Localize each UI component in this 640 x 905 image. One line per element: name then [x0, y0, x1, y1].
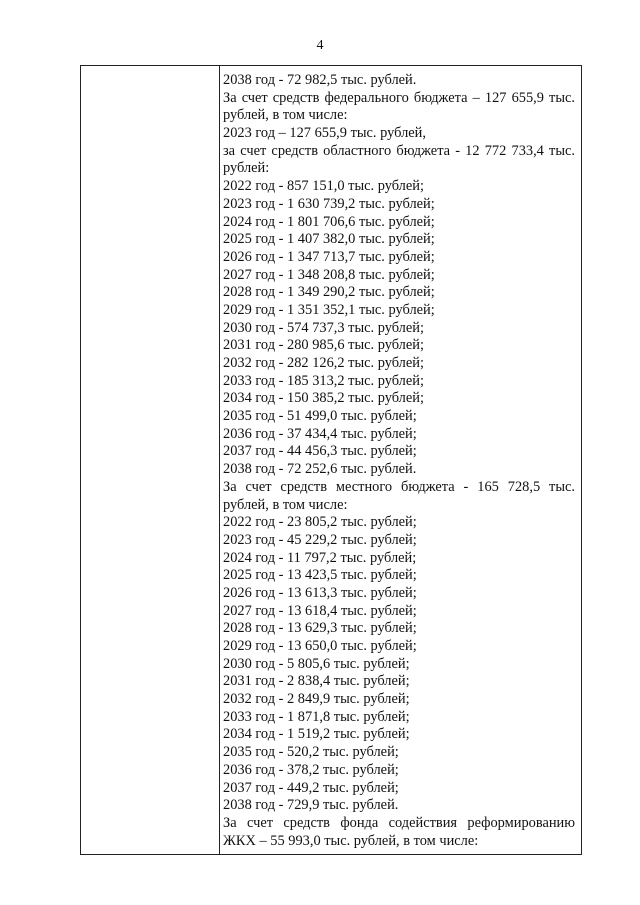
text-line: 2031 год - 2 838,4 тыс. рублей; [223, 673, 410, 690]
text-line: 2032 год - 2 849,9 тыс. рублей; [223, 691, 410, 708]
text-line: рублей, в том числе: [223, 496, 348, 513]
text-line: 2030 год - 5 805,6 тыс. рублей; [223, 655, 410, 672]
text-line: 2035 год - 51 499,0 тыс. рублей; [223, 408, 417, 425]
text-line: 2031 год - 280 985,6 тыс. рублей; [223, 337, 424, 354]
text-line: 2027 год - 1 348 208,8 тыс. рублей; [223, 266, 435, 283]
text-line: 2033 год - 1 871,8 тыс. рублей; [223, 708, 410, 725]
text-line: 2028 год - 1 349 290,2 тыс. рублей; [223, 284, 435, 301]
text-line: 2025 год - 13 423,5 тыс. рублей; [223, 567, 417, 584]
text-line: За счет средств федерального бюджета – 127 655,9 тыс. [223, 89, 575, 106]
text-line: 2034 год - 1 519,2 тыс. рублей; [223, 726, 410, 743]
text-line: 2036 год - 378,2 тыс. рублей; [223, 761, 399, 778]
text-line: 2028 год - 13 629,3 тыс. рублей; [223, 620, 417, 637]
page-number: 4 [316, 38, 324, 53]
text-line: За счет средств фонда содействия реформированию [223, 814, 575, 831]
text-line: 2033 год - 185 313,2 тыс. рублей; [223, 372, 424, 389]
text-line: 2035 год - 520,2 тыс. рублей; [223, 744, 399, 761]
text-line: 2022 год - 23 805,2 тыс. рублей; [223, 514, 417, 531]
text-line: 2036 год - 37 434,4 тыс. рублей; [223, 425, 417, 442]
text-line: за счет средств областного бюджета - 12 772 733,4 тыс. [223, 142, 575, 159]
text-line: 2034 год - 150 385,2 тыс. рублей; [223, 390, 424, 407]
text-line: рублей: [223, 160, 270, 177]
text-line: 2023 год - 45 229,2 тыс. рублей; [223, 531, 417, 548]
text-line: 2029 год - 13 650,0 тыс. рублей; [223, 638, 417, 654]
text-line: ЖКХ – 55 993,0 тыс. рублей, в том числе: [223, 832, 479, 849]
text-line: 2026 год - 13 613,3 тыс. рублей; [223, 584, 417, 601]
text-line: 2023 год - 1 630 739,2 тыс. рублей; [223, 195, 435, 212]
text-line: 2037 год - 449,2 тыс. рублей; [223, 779, 399, 796]
text-line: 2037 год - 44 456,3 тыс. рублей; [223, 443, 417, 460]
text-line: 2024 год - 11 797,2 тыс. рублей; [223, 549, 417, 566]
text-line: 2027 год - 13 618,4 тыс. рублей; [223, 602, 417, 619]
text-line: За счет средств местного бюджета - 165 728,5 тыс. [223, 478, 575, 495]
text-line: 2024 год - 1 801 706,6 тыс. рублей; [223, 213, 435, 230]
text-line: 2025 год - 1 407 382,0 тыс. рублей; [223, 231, 435, 248]
text-line: 2038 год - 72 252,6 тыс. рублей. [223, 461, 417, 478]
table-left-column [81, 66, 220, 854]
text-line: 2029 год - 1 351 352,1 тыс. рублей; [223, 301, 435, 318]
text-line: 2038 год - 729,9 тыс. рублей. [223, 797, 399, 814]
text-line: 2023 год – 127 655,9 тыс. рублей, [223, 125, 426, 142]
text-line: 2032 год - 282 126,2 тыс. рублей; [223, 355, 424, 371]
document-table [80, 65, 582, 855]
table-right-column [223, 72, 575, 850]
text-line: 2022 год - 857 151,0 тыс. рублей; [223, 178, 424, 195]
text-line: 2038 год - 72 982,5 тыс. рублей. [223, 72, 417, 88]
text-line: рублей, в том числе: [223, 107, 348, 124]
text-line: 2030 год - 574 737,3 тыс. рублей; [223, 319, 424, 336]
text-line: 2026 год - 1 347 713,7 тыс. рублей; [223, 248, 435, 265]
